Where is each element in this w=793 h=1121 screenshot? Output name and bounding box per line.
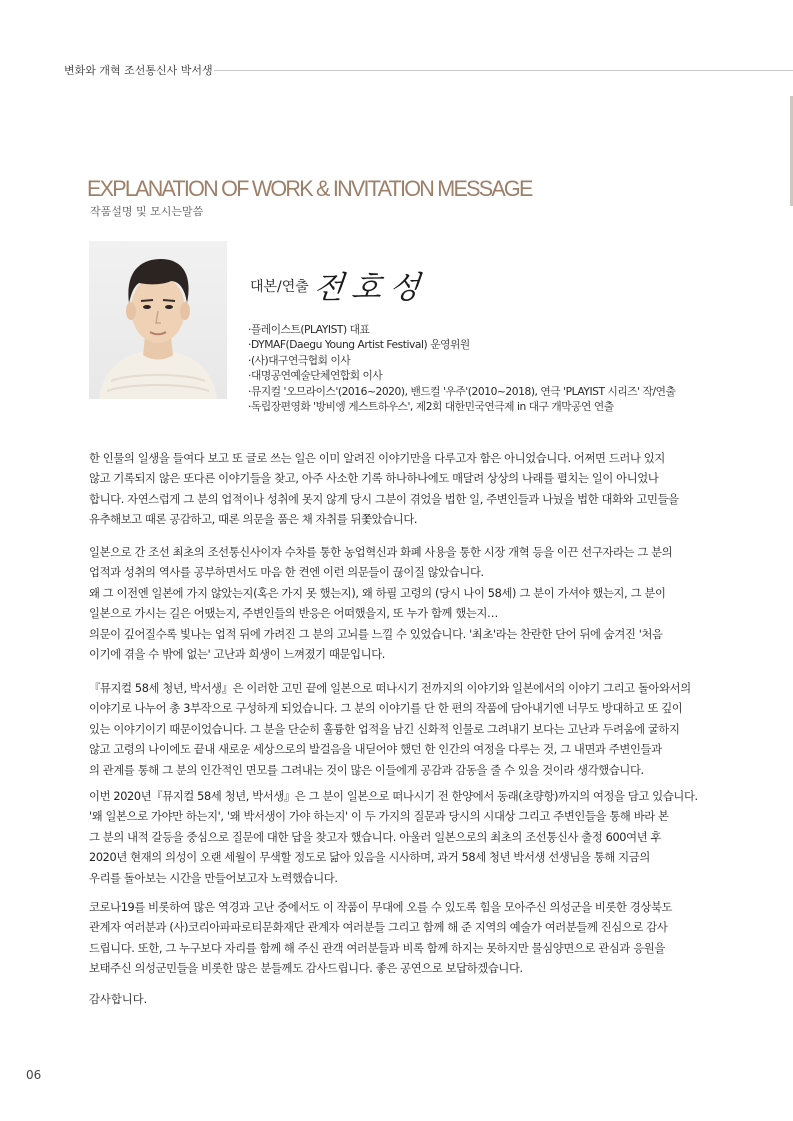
credit-item: ·독립장편영화 '방비엥 게스트하우스', 제2회 대한민국연극제 in 대구 개막공연 연출 [248,400,614,414]
text-line: 코로나19를 비롯하여 많은 역경과 고난 중에서도 이 작품이 무대에 오를 수 있도록 힘을 모아주신 의성군을 비롯한 경상북도 [89,901,673,914]
text-line: 한 인물의 일생을 들여다 보고 또 글로 쓰는 일은 이미 알려진 이야기만을 다루고자 함은 아니었습니다. 어쩌면 드러나 있지 [89,452,665,465]
body-paragraph-5 [89,898,703,980]
text-line: 합니다. 자연스럽게 그 분의 업적이나 성취에 못지 않게 당시 그분이 겪었을 법한 일, 주변인들과 나눴을 법한 대화와 고민들을 [89,492,679,506]
text-line: 2020년 현재의 의성이 오랜 세월이 무색할 정도로 닮아 있음을 시사하며, 과거 58세 청년 박서생 선생님을 통해 지금의 [89,851,650,865]
text-line: 그 분의 내적 갈등을 중심으로 질문에 대한 답을 찾고자 했습니다. 아울러 일본으로의 최초의 조선통신사 출정 600여년 후 [89,830,662,844]
credit-item: ·DYMAF(Daegu Young Artist Festival) 운영위원 [248,338,470,352]
author-name-signature: 전호성 [311,270,430,306]
text-line: 이기에 겪을 수 밖에 없는' 고난과 희생이 느껴졌기 때문입니다. [89,648,385,662]
text-line: 이야기로 나누어 총 3부작으로 구성하게 되었습니다. 그 분의 이야기를 단 한 편의 작품에 담아내기엔 너무도 방대하고 또 깊이 [89,702,683,716]
text-line: 않고 기록되지 않은 또다른 이야기들을 찾고, 아주 사소한 기록 하나하나에도 매달려 상상의 나래를 펼치는 일이 아니었나 [89,472,659,486]
portrait-illustration [89,241,227,399]
closing-line: 감사합니다. [89,993,148,1006]
text-line: 일본으로 가시는 길은 어땠는지, 주변인들의 반응은 어떠했을지, 또 누가 함께 했는지… [89,607,498,621]
text-line: 우리를 돌아보는 시간을 만들어보고자 노력했습니다. [89,871,338,885]
section-subtitle: 작품설명 및 모시는말씀 [90,205,204,218]
text-line: 업적과 성취의 역사를 공부하면서도 마음 한 켠엔 이런 의문들이 끊이질 않았습니다. [89,566,484,580]
text-line: 의 관계를 통해 그 분의 인간적인 면모를 그려내는 것이 많은 이들에게 공감과 감동을 줄 수 있을 것이라 생각했습니다. [89,763,644,777]
body-paragraph-3 [89,679,703,781]
body-paragraph-2 [89,543,703,665]
text-line: 보태주신 의성군민들을 비롯한 많은 분들께도 감사드립니다. 좋은 공연으로 보답하겠습니다. [89,962,523,976]
author-role: 대본/연출 [250,279,309,295]
body-paragraph-4 [89,787,703,889]
text-line: 않고 고령의 나이에도 끝내 새로운 세상으로의 발걸음을 내딛어야 했던 한 인간의 여정을 다루는 것, 그 내면과 주변인들과 [89,743,662,757]
author-portrait [89,241,227,399]
body-paragraph-1 [89,449,703,531]
text-line: 일본으로 간 조선 최초의 조선통신사이자 수차를 통한 농업혁신과 화폐 사용을 통한 시장 개혁 등을 이끈 선구자라는 그 분의 [89,546,673,559]
text-line: 유추해보고 때론 공감하고, 때론 의문을 품은 채 자취를 뒤쫓았습니다. [89,513,418,527]
page-number: 06 [26,1068,42,1082]
running-header: 변화와 개혁 조선통신사 박서생 [64,64,213,77]
section-title: EXPLANATION OF WORK & INVITATION MESSAGE [87,176,532,201]
header-rule [214,70,793,71]
credit-item: ·뮤지컬 '오므라이스'(2016~2020), 밴드컬 '우주'(2010~2018), 연극 'PLAYIST 시리즈' 작/연출 [248,384,676,398]
credit-item: ·플레이스트(PLAYIST) 대표 [248,323,370,336]
text-line: 이번 2020년『뮤지컬 58세 청년, 박서생』은 그 분이 일본으로 떠나시기 전 한양에서 동래(초량항)까지의 여정을 담고 있습니다. [89,790,698,803]
credit-item: ·(사)대구연극협회 이사 [248,353,351,367]
text-line: 있는 이야기이기 때문이었습니다. 그 분을 단순히 훌륭한 업적을 남긴 신화적 인물로 그려내기 보다는 고난과 두려움에 굴하지 [89,722,680,736]
text-line: 관계자 여러분과 (사)코리아파파로티문화재단 관계자 여러분들 그리고 함께 해 준 지역의 예술가 여러분들께 진심으로 감사 [89,921,668,935]
text-line: 『뮤지컬 58세 청년, 박서생』은 이러한 고민 끝에 일본으로 떠나시기 전까지의 이야기와 일본에서의 이야기 그리고 돌아와서의 [89,682,691,695]
author-credits [248,322,675,414]
text-line: 왜 그 이전엔 일본에 가지 않았는지(혹은 가지 못 했는지), 왜 하필 고령의 (당시 나이 58세) 그 분이 가셔야 했는지, 그 분이 [89,586,666,600]
text-line: 드립니다. 또한, 그 누구보다 자리를 함께 해 주신 관객 여러분들과 비록 함께 하지는 못하지만 물심양면으로 관심과 응원을 [89,941,665,955]
text-line: 의문이 깊어질수록 빛나는 업적 뒤에 가려진 그 분의 고뇌를 느낄 수 있었습니다. '최초'라는 찬란한 단어 뒤에 숨겨진 '처음 [89,627,663,641]
text-line: '왜 일본으로 가야만 하는지', '왜 박서생이 가야 하는지' 이 두 가지의 질문과 당시의 시대상 그리고 주변인들을 통해 바라 본 [89,810,669,824]
credit-item: ·대명공연예술단체연합회 이사 [248,369,383,383]
